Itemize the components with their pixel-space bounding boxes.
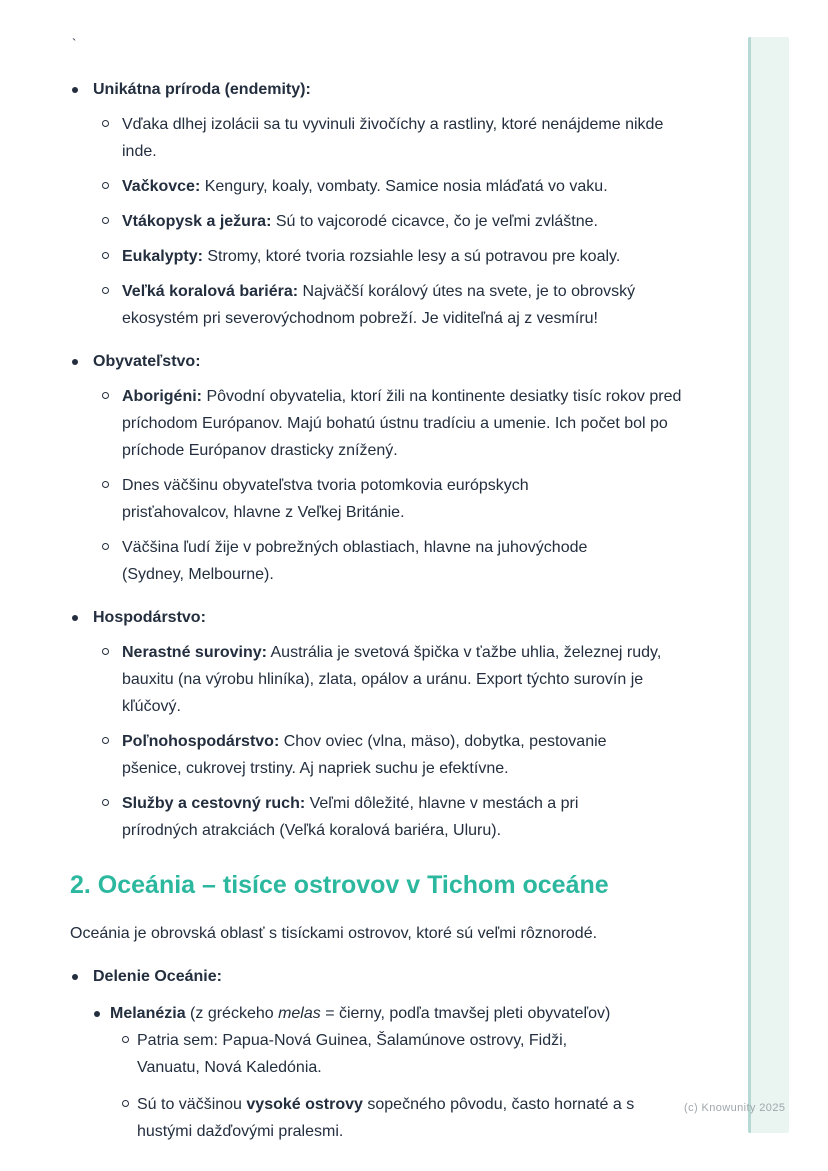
list-item-italic-term: melas [278, 1005, 321, 1022]
australia-list [70, 76, 702, 844]
list-item-hospodarstvo [70, 604, 702, 844]
list-item-bold-term: vysoké ostrovy [246, 1096, 363, 1113]
list-item-heading: Delenie Oceánie: [93, 968, 222, 985]
list-item-text: Kengury, koaly, vombaty. Samice nosia mláďatá vo vaku. [200, 178, 608, 195]
list-item-heading: Hospodárstvo: [93, 609, 206, 626]
list-item-lead: Melanézia [110, 1005, 186, 1022]
list-item-lead: Veľká koralová bariéra: [122, 283, 299, 300]
list-item-heading: Unikátna príroda (endemity): [93, 81, 311, 98]
list-item [110, 1091, 702, 1145]
list-item-text: Sú to väčšinou [137, 1096, 247, 1113]
list-item-text: sopečného pôvodu, často hornaté a s hustými dažďovými pralesmi. [137, 1096, 635, 1140]
list-item-lead: Nerastné suroviny: [122, 644, 267, 661]
list-item-text: Austrália je svetová špička v ťažbe uhlia, železnej rudy, bauxitu (na výrobu hliníka), zlata, opálov a uránu. Export týchto surovín je kľúčový. [122, 644, 662, 715]
list-item-obyvatelstvo [70, 348, 702, 588]
list-item [110, 1027, 702, 1081]
list-item-melanezia [93, 1000, 702, 1145]
list-item-text: Veľmi dôležité, hlavne v mestách a pri prírodných atrakciách (Veľká koralová bariéra, Uluru). [122, 795, 579, 839]
list-item-text: (z gréckeho [185, 1005, 279, 1022]
list-item [93, 111, 702, 165]
list-item [93, 383, 702, 464]
list-item-text: Stromy, ktoré tvoria rozsiahle lesy a sú potravou pre koaly. [202, 248, 621, 265]
list-item-lead: Eukalypty: [122, 248, 203, 265]
list-item-text: Patria sem: Papua-Nová Guinea, Šalamúnove ostrovy, Fidži, Vanuatu, Nová Kaledónia. [137, 1032, 568, 1076]
watermark: (c) Knowunity 2025 [684, 1102, 786, 1114]
list-item [93, 243, 702, 270]
section-heading-oceania: 2. Oceánia – tisíce ostrovov v Tichom oceáne [70, 871, 609, 899]
list-item [93, 173, 702, 200]
list-item-unikatna-priroda [70, 76, 702, 332]
list-item-lead: Vačkovce: [122, 178, 201, 195]
sublist-melanezia [93, 1000, 702, 1145]
list-item-heading: Obyvateľstvo: [93, 353, 201, 370]
list-item-text: Chov oviec (vlna, mäso), dobytka, pestovanie pšenice, cukrovej trstiny. Aj napriek suchu je efektívne. [122, 733, 607, 777]
oceania-list [70, 963, 702, 1145]
list-item-text: Väčšina ľudí žije v pobrežných oblastiach, hlavne na juhovýchode (Sydney, Melbourne). [122, 539, 588, 583]
document-content [70, 30, 702, 1145]
list-item-text: = čierny, podľa tmavšej pleti obyvateľov) [320, 1005, 611, 1022]
list-item-lead: Služby a cestovný ruch: [122, 795, 306, 812]
list-item-lead: Vtákopysk a ježura: [122, 213, 272, 230]
sublist [110, 1027, 702, 1145]
sublist [93, 639, 702, 844]
list-item-lead: Poľnohospodárstvo: [122, 733, 280, 750]
list-item-text: Sú to vajcorodé cicavce, čo je veľmi zvláštne. [271, 213, 598, 230]
list-item-text: Vďaka dlhej izolácii sa tu vyvinuli živočíchy a rastliny, ktoré nenájdeme nikde inde. [122, 116, 664, 160]
page-edge-stripe [748, 37, 789, 1133]
list-item-delenie-oceanie [70, 963, 702, 1145]
sublist [93, 383, 702, 588]
list-item-text: Pôvodní obyvatelia, ktorí žili na kontinente desiatky tisíc rokov pred príchodom Európanov. Majú bohatú ústnu tradíciu a umenie. Ich počet bol po príchode Európanov drasticky znížený. [122, 388, 682, 459]
list-item-lead: Aborigéni: [122, 388, 202, 405]
list-item [93, 472, 702, 526]
list-item-text: Najväčší korálový útes na svete, je to obrovský ekosystém pri severovýchodnom pobreží. Je viditeľná aj z vesmíru! [122, 283, 636, 327]
list-item-text: Dnes väčšinu obyvateľstva tvoria potomkovia európskych prisťahovalcov, hlavne z Veľkej Británie. [122, 477, 529, 521]
list-item [93, 728, 702, 782]
oceania-intro-paragraph: Oceánia je obrovská oblasť s tisíckami ostrovov, ktoré sú veľmi rôznorodé. [70, 925, 598, 942]
list-item [93, 790, 702, 844]
sublist [93, 111, 702, 332]
stray-backtick: ` [72, 36, 77, 51]
list-item [93, 208, 702, 235]
list-item [93, 639, 702, 720]
list-item [93, 534, 702, 588]
list-item [93, 278, 702, 332]
